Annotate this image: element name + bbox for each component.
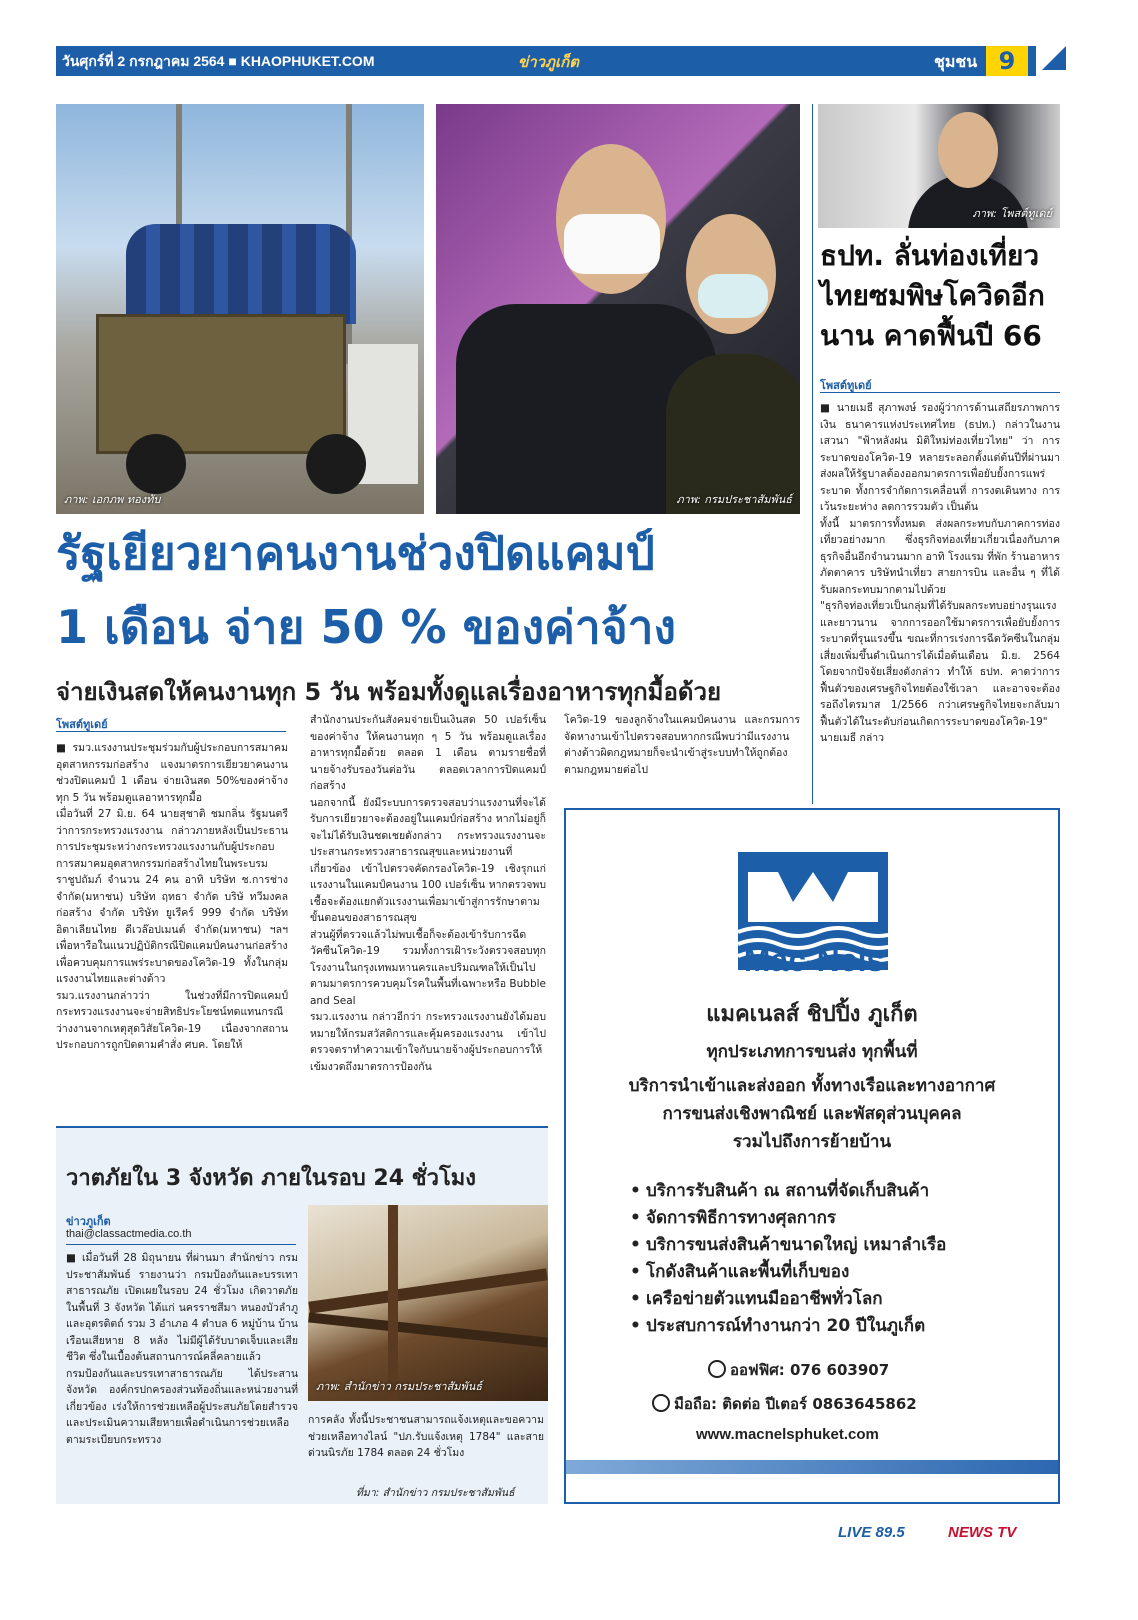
photo-credit: ภาพ: กรมประชาสัมพันธ์: [676, 493, 792, 506]
ad-office-phone[interactable]: [708, 1358, 889, 1382]
bot-official-photo: [818, 104, 1060, 228]
news-tv-logo: NEWS TV: [948, 1524, 1017, 1541]
header-date-site: วันศุกร์ที่ 2 กรกฎาคม 2564 ■ KHAOPHUKET.COM: [62, 53, 375, 69]
storm-damage-photo: [308, 1205, 548, 1401]
page-number: 9: [998, 47, 1016, 75]
lower-story-col2: การคลัง ทั้งนี้ประชาชนสามารถแจ้งเหตุและขอความช่วยเหลือทางไลน์ "ปภ.รับแจ้งเหตุ 1784" และสายด่วนนิรภัย 1784 ตลอด 24 ชั่วโมง: [308, 1414, 544, 1459]
ad-service-item: • โกดังสินค้าและพื้นที่เก็บของ: [630, 1259, 1050, 1286]
roof-post: [388, 1205, 398, 1401]
ad-service-item: • ประสบการณ์ทำงานกว่า 20 ปีในภูเก็ต: [630, 1313, 1050, 1340]
workers-group: [126, 224, 356, 324]
roof-beam: [308, 1312, 548, 1347]
press-conference-photo: [436, 104, 800, 514]
main-headline-line2: 1 เดือน จ่าย 50 % ของค่าจ้าง: [56, 600, 676, 654]
photo-credit: ภาพ: เอกภพ ทองทับ: [64, 493, 161, 506]
roof-beam: [308, 1268, 547, 1313]
ad-service-item: • จัดการพิธีการทางศุลกากร: [630, 1205, 1050, 1232]
ad-office-text: ออฟฟิศ: 076 603907: [730, 1361, 890, 1379]
lower-headline: วาตภัยใน 3 จังหวัด ภายในรอบ 24 ชั่วโมง: [66, 1166, 477, 1191]
main-byline: โพสต์ทูเดย์: [56, 718, 108, 731]
truck-bed: [96, 314, 346, 454]
live-radio-logo: LIVE 89.5: [838, 1524, 905, 1541]
photo-credit: ภาพ: สำนักข่าว กรมประชาสัมพันธ์: [316, 1380, 483, 1393]
ad-brand-name: Mac-Nels: [743, 942, 885, 978]
ad-company-name: แมคเนลส์ ชิปปิ้ง ภูเก็ต: [706, 1002, 918, 1027]
byline-rule: [66, 1244, 296, 1245]
side-byline: โพสต์ทูเดย์: [820, 379, 872, 392]
macnels-advertisement[interactable]: [564, 808, 1060, 1504]
page-header: [56, 46, 1066, 76]
main-story-col3: โควิด-19 ของลูกจ้างในแคมป์คนงาน และกรมการจัดหางานเข้าไปตรวจสอบหากกรณีพบว่ามีแรงงานต่างด้าวผิดกฎหมายก็จะนำเข้าสู่ระบบทำให้ถูกต้องตามกฎหมายต่อไป: [564, 714, 800, 776]
main-headline-line1: รัฐเยียวยาคนงานช่วงปิดแคมป์: [56, 526, 655, 580]
main-subheadline: จ่ายเงินสดให้คนงานทุก 5 วัน พร้อมทั้งดูแลเรื่องอาหารทุกมื้อด้วย: [56, 678, 722, 706]
phone-icon: [708, 1360, 726, 1378]
lower-email[interactable]: thai@classactmedia.co.th: [66, 1228, 192, 1240]
ad-bottom-bar: [566, 1460, 1058, 1474]
main-headline: [56, 525, 816, 655]
mobile-icon: [652, 1394, 670, 1412]
ad-mobile-text: มือถือ: ติดต่อ ปีเตอร์ 0863645862: [674, 1395, 917, 1413]
side-headline: ธปท. ลั่นท่องเที่ยวไทยซมพิษโควิดอีกนาน คาดฟื้นปี 66: [820, 239, 1045, 352]
ad-service-item: • บริการรับสินค้า ณ สถานที่จัดเก็บสินค้า: [630, 1178, 1050, 1205]
truck-wheel: [126, 434, 186, 494]
section-name: ชุมชน: [934, 52, 978, 71]
face-mask: [564, 214, 660, 274]
corner-arrow-icon: [1042, 46, 1066, 70]
ad-mobile-phone[interactable]: [652, 1392, 917, 1416]
truck-workers-photo: [56, 104, 424, 514]
ad-service-item: • บริการขนส่งสินค้าขนาดใหญ่ เหมาลำเรือ: [630, 1232, 1050, 1259]
face-mask: [698, 274, 768, 318]
newspaper-logo: ข่าวภูเก็ต: [518, 53, 579, 71]
ad-service-line: บริการนำเข้าและส่งออก ทั้งทางเรือและทางอากาศ: [628, 1076, 996, 1096]
official-face: [938, 112, 998, 188]
byline-rule: [56, 731, 286, 732]
main-story-col2: สำนักงานประกันสังคมจ่ายเป็นเงินสด 50 เปอร์เซ็นของค่าจ้าง ให้คนงานทุก ๆ 5 วัน พร้อมดูแลเรื่องอาหารทุกมื้อด้วย ตลอด 1 เดือน ตามรายชื่อที่นายจ้างรับรองวันต่อวัน ตลอดเวลาการปิดแคมป์ก่อสร้าง นอกจากนี้ ยังมีระบบการตรวจสอบว่าแรงงานที่จะได้รับการเยียวยาจะต้องอยู่ในแคมป์ก่อสร้าง หากไม่อยู่ก็จะไม่ได้รับเงินชดเชยดังกล่าว กระทรวงแรงงานจะประสานกระทรวงสาธารณสุขและหน่วยงานที่เกี่ยวข้อง เข้าไปตรวจคัดกรองโควิด-19 เชิงรุกแก่แรงงานในแคมป์คนงาน 100 เปอร์เซ็น หากตรวจพบเชื้อจะต้องแยกตัวแรงงานเพื่อมาเข้าสู่การรักษาตามขั้นตอนของสาธารณสุข ส่วนผู้ที่ตรวจแล้วไม่พบเชื้อก็จะต้องเข้ารับการฉีดวัคซีนโควิด-19 รวมทั้งการเฝ้าระวังตรวจสอบทุกโรงงานในกรุงเทพมหานครและปริมณฑลให้เป็นไปตามมาตรการควบคุมโรคในพื้นที่เฉพาะหรือ Bubble and Seal รมว.แรงงาน กล่าวอีกว่า กระทรวงแรงงานยังได้มอบหมายให้กรมสวัสดิการและคุ้มครองแรงงาน เข้าไปตรวจตราทำความเข้าใจกับนายจ้างผู้ประกอบการให้เข้มงวดถึงมาตรการป้องกัน: [310, 714, 546, 1073]
ad-service-line: การขนส่งเชิงพาณิชย์ และพัสดุส่วนบุคคล: [662, 1104, 962, 1124]
lower-story-col1: ■ เมื่อวันที่ 28 มิถุนายน ที่ผ่านมา สำนักข่าว กรมประชาสัมพันธ์ รายงานว่า กรมป้องกันและบรรเทาสาธารณภัย เปิดเผยในรอบ 24 ชั่วโมง เกิดวาตภัยในพื้นที่ 3 จังหวัด ได้แก่ นครราชสีมา หนองบัวลำภูและอุตรดิตถ์ รวม 3 อำเภอ 4 ตำบล 6 หมู่บ้าน บ้านเรือนเสียหาย 8 หลัง ไม่มีผู้ได้รับบาดเจ็บและเสียชีวิต ซึ่งในเบื้องต้นสถานการณ์คลี่คลายแล้ว กรมป้องกันและบรรเทาสาธารณภัย ได้ประสานจังหวัด องค์กรปกครองส่วนท้องถิ่นและหน่วยงานที่เกี่ยวข้อง เร่งให้การช่วยเหลือผู้ประสบภัยโดยสำรวจและประเมินความเสียหายเพื่อดำเนินการช่วยเหลือตามระเบียบกระทรวง: [66, 1252, 298, 1446]
lower-source: ที่มา: สำนักข่าว กรมประชาสัมพันธ์: [356, 1487, 515, 1499]
ad-service-item: • เครือข่ายตัวแทนมืออาชีพทั่วโลก: [630, 1286, 1050, 1313]
photo-credit: ภาพ: โพสต์ทูเดย์: [972, 207, 1052, 220]
main-story-col1: ■ รมว.แรงงานประชุมร่วมกับผู้ประกอบการสมาคมอุตสาหกรรมก่อสร้าง แจงมาตรการเยียวยาคนงานช่วงปิดแคมป์ 1 เดือน จ่ายเงินสด 50%ของค่าจ้างทุก 5 วัน พร้อมดูแลอาหารทุกมื้อ เมื่อวันที่ 27 มิ.ย. 64 นายสุชาติ ชมกลิ่น รัฐมนตรีว่าการกระทรวงแรงงาน กล่าวภายหลังเป็นประธานการประชุมระหว่างกระทรวงแรงงานกับผู้ประกอบการสมาคมอุตสาหกรรมก่อสร้างไทยในพระบรมราชูปถัมภ์ จำนวน 24 คน อาทิ บริษัท ช.การช่าง จำกัด(มหาชน) บริษัท ฤทธา จำกัด บริษั ทวีมงคลก่อสร้าง จำกัด บริษัท ยูเรีคร์ 999 จำกัด บริษัท อิตาเลียนไทย ดีเวล๊อปเมนต์ จำกัด(มหาชน) ฯลฯ เพื่อหารือในแนวปฏิบัติกรณีปิดแคมป์คนงานก่อสร้าง เพื่อควบคุมการแพร่ระบาดของโควิด-19 ทั้งในกลุ่มแรงงานไทยและต่างด้าว รมว.แรงงานกล่าวว่า ในช่วงที่มีการปิดแคมป์กระทรวงแรงงานจะจ่ายสิทธิประโยชน์ทดแทนกรณีว่างงานจากเหตุสุดวิสัยโควิด-19 เนื่องจากสถานประกอบการถูกปิดตามคำสั่ง ศบค. โดยให้: [56, 742, 288, 1051]
lower-byline: ข่าวภูเก็ต: [66, 1215, 111, 1228]
ad-tagline: ทุกประเภทการขนส่ง ทุกพื้นที่: [706, 1042, 918, 1062]
byline-rule: [820, 392, 1060, 393]
side-column-rule: [812, 104, 813, 804]
ad-website-link[interactable]: www.macnelsphuket.com: [696, 1426, 879, 1443]
ad-service-line: รวมไปถึงการย้ายบ้าน: [732, 1132, 892, 1152]
side-story-body: ■ นายเมธี สุภาพงษ์ รองผู้ว่าการด้านเสถียรภาพการเงิน ธนาคารแห่งประเทศไทย (ธปท.) กล่าวในงานเสวนา "ฟ้าหลังฝน มิติใหม่ท่องเที่ยวไทย" ว่า การระบาดของโควิด-19 หลายระลอกตั้งแต่ต้นปีที่ผ่านมา ส่งผลให้รัฐบาลต้องออกมาตรการเพื่อยับยั้งการแพร่ระบาด ทั้งการจำกัดการเคลื่อนที่ การงดเดินทาง การเว้นระยะห่าง ลดการรวมตัว เป็นต้น ทั้งนี้ มาตรการทั้งหมด ส่งผลกระทบกับภาคการท่องเที่ยวอย่างมาก ซึ่งธุรกิจท่องเที่ยวเกี่ยวเนื่องกับภาคธุรกิจอื่นอีกจำนวนมาก อาทิ โรงแรม ที่พัก ร้านอาหาร ภัตตาคาร บริษัทนำเที่ยว สายการบิน และอื่น ๆ ที่ได้รับผลกระทบมากตามไปด้วย "ธุรกิจท่องเที่ยวเป็นกลุ่มที่ได้รับผลกระทบอย่างรุนแรงและยาวนาน จากการออกใช้มาตรการเพื่อยับยั้งการระบาดที่รุนแรงขึ้น ขณะที่การเร่งการฉีดวัคซีนในกลุ่มเสี่ยงเพิ่มขึ้นดำเนินการได้เมื่อต้นเดือน มิ.ย. 2564 โดยจากปัจจัยเสี่ยงดังกล่าว ทำให้ ธปท. คาดว่าการฟื้นตัวของเศรษฐกิจไทยต้องใช้เวลา และอาจจะต้องรอถึงไตรมาส 1/2566 กว่าเศรษฐกิจไทยจะกลับมาฟื้นตัวได้ในระดับก่อนเกิดการระบาดของโควิด-19" นายเมธี กล่าว: [820, 402, 1060, 744]
truck-wheel: [306, 434, 366, 494]
ad-services-list: [630, 1178, 1050, 1340]
